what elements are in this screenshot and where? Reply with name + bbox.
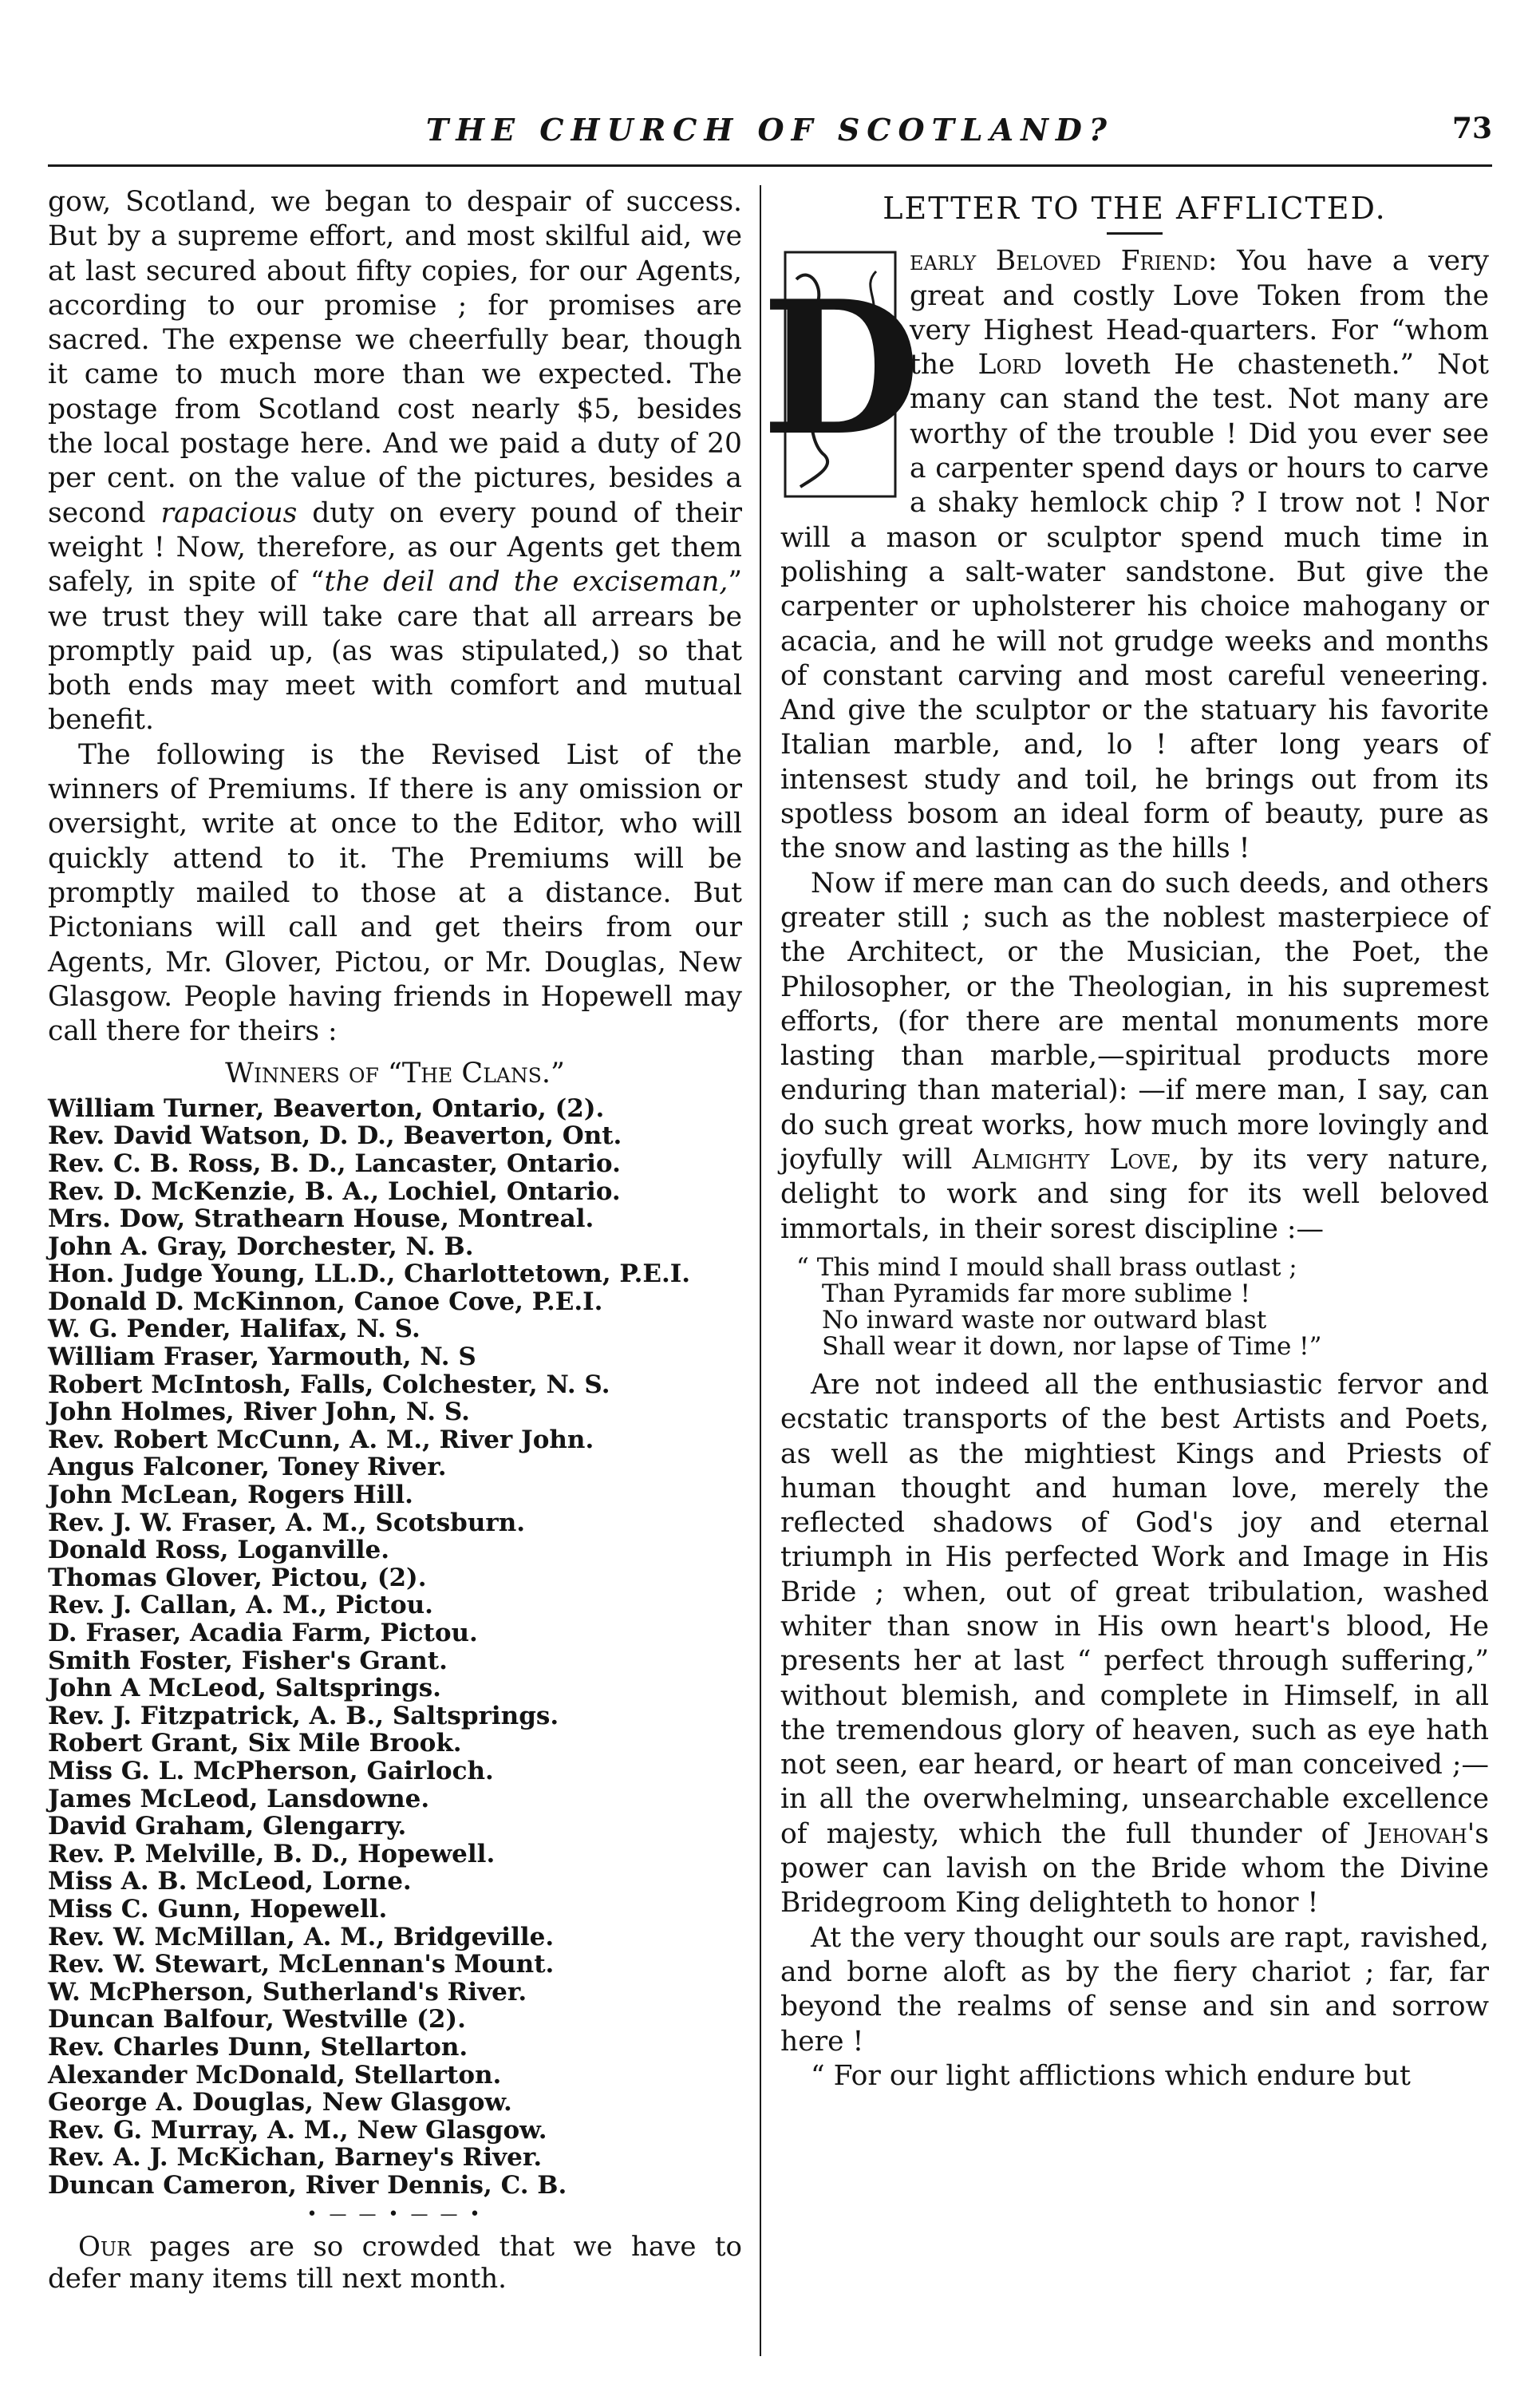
verse-line-3: No inward waste nor outward blast [822,1305,1267,1334]
salutation: early Beloved Friend [910,245,1208,278]
list-item: Duncan Balfour, Westville (2). [48,2005,466,2034]
title-rule [1107,232,1163,235]
list-item: W. G. Pender, Halifax, N. S. [48,1315,421,1344]
list-item: Rev. Charles Dunn, Stellarton. [48,2032,468,2062]
page-header [48,112,1492,156]
letter-paragraph-5: “ For our light afflictions which endure but [811,2059,1411,2092]
almighty-love-smallcaps: Almighty Love [972,1144,1171,1176]
lord-smallcaps: Lord [977,349,1042,382]
list-item: Robert Grant, Six Mile Brook. [48,1729,462,1758]
left-paragraph-premiums: The following is the Revised List of the winners of Premiums. If there is any omission or oversight, write at once to the Editor, who will quickly attend to it. The Premiums will be promptly mailed to those at a distance. But Pictonians will call and get theirs from our Agents, Mr. Glover, Pictou, or Mr. Douglas, New Glasgow. People having friends in Hopewell may call there for theirs : [48,738,742,1048]
italic-rapacious: rapacious [160,496,298,529]
list-item: John McLean, Rogers Hill. [48,1481,413,1510]
list-item: John A McLeod, Saltsprings. [48,1674,441,1703]
list-item: Angus Falconer, Toney River. [48,1453,447,1482]
list-item: Rev. J. Fitzpatrick, A. B., Saltsprings. [48,1701,559,1730]
list-item: Rev. C. B. Ross, B. D., Lancaster, Ontario. [48,1149,621,1178]
list-item: Hon. Judge Young, LL.D., Charlottetown, P.E.I. [48,1259,691,1289]
running-title: THE CHURCH OF SCOTLAND? [425,112,1115,148]
letter-paragraph-3: Are not indeed all the enthusiastic fervor and ecstatic transports of the best Artists and Poets, as well as the mightiest Kings and Priests of human thought and human love, merely the reflected shadows of God's joy and eternal triumph in His perfected Work and Image in His Bride ; when, out of great tribulation, washed whiter than snow in His own heart's blood, He presents her at last “ perfect through suffering,” without blemish, and complete in Himself, in all the tremendous glory of heaven, such as eye hath not seen, ear heard, or heart of man conceived ;—in all the overwhelming, unsearchable excellence of majesty, which the full thunder of Jehovah's power can lavish on the Bride whom the Divine Bridegroom King delighteth to honor ! [780,1368,1489,1920]
list-item: Rev. P. Melville, B. D., Hopewell. [48,1839,496,1868]
list-item: John Holmes, River John, N. S. [48,1398,470,1427]
list-item: Mrs. Dow, Strathearn House, Montreal. [48,1204,594,1234]
list-item: Robert McIntosh, Falls, Colchester, N. S. [48,1370,610,1399]
winners-heading: Winners of “The Clans.” [225,1058,565,1090]
letter-paragraph-4: At the very thought our souls are rapt, ravished, and borne aloft as by the fiery chariot ; far, far beyond the realms of sense and sin and sorrow here ! [780,1921,1489,2058]
list-item: Donald D. McKinnon, Canoe Cove, P.E.I. [48,1287,603,1316]
winners-list [48,1095,742,2200]
list-item: W. McPherson, Sutherland's River. [48,1977,527,2007]
article-title: LETTER TO THE AFFLICTED. [883,191,1387,226]
left-paragraph-continued: gow, Scotland, we began to despair of success. But by a supreme effort, and most skilful aid, we at last secured about fifty copies, for our Agents, according to our promise ; for promises are sacred. The expense we cheerfully bear, though it came to much more than we expected. The postage from Scotland cost nearly $5, besides the local postage here. And we paid a duty of 20 per cent. on the value of the pictures, besides a second rapacious duty on every pound of their weight ! Now, therefore, as our Agents get them safely, in spite of “the deil and the exciseman,” we trust they will take care that all arrears be promptly paid up, (as was stipulated,) so that both ends may meet with comfort and mutual benefit. [48,186,743,737]
list-item: Rev. Robert McCunn, A. M., River John. [48,1425,594,1454]
section-ornament: • — — • — — • [306,2204,484,2225]
list-item: Duncan Cameron, River Dennis, C. B. [48,2170,567,2200]
list-item: Rev. J. Callan, A. M., Pictou. [48,1591,433,1620]
list-item: Rev. D. McKenzie, B. A., Lochiel, Ontario. [48,1176,621,1206]
list-item: Smith Foster, Fisher's Grant. [48,1646,448,1675]
header-rule [48,164,1492,167]
dropcap-flourish-icon [761,247,921,501]
list-item: Rev. W. McMillan, A. M., Bridgeville. [48,1922,555,1951]
verse-line-4: Shall wear it down, nor lapse of Time !” [822,1331,1322,1361]
list-item: Rev. J. W. Fraser, A. M., Scotsburn. [48,1508,526,1537]
column-divider [760,185,761,2356]
list-item: Miss A. B. McLeod, Lorne. [48,1867,412,1896]
list-item: Rev. David Watson, D. D., Beaverton, Ont. [48,1121,622,1151]
list-item: Donald Ross, Loganville. [48,1536,389,1565]
list-item: Rev. W. Stewart, McLennan's Mount. [48,1950,555,1979]
ornamental-dropcap-d [761,247,921,501]
list-item: Rev. G. Murray, A. M., New Glasgow. [48,2115,547,2145]
page-number: 73 [1451,112,1492,145]
list-item: William Fraser, Yarmouth, N. S [48,1342,476,1372]
editor-footnote: Our pages are so crowded that we have to defer many items till next month. [48,2231,743,2295]
quoted-verse [796,1252,1489,1361]
italic-deil-exciseman: the deil and the exciseman, [324,566,729,599]
list-item: Alexander McDonald, Stellarton. [48,2060,502,2090]
dropcap-letter: D [761,261,921,477]
right-column [761,185,1490,2094]
list-item: D. Fraser, Acadia Farm, Pictou. [48,1619,478,1647]
list-item: John A. Gray, Dorchester, N. B. [48,1232,474,1261]
jehovah-smallcaps: Jehovah [1367,1817,1467,1850]
verse-line-2: Than Pyramids far more sublime ! [822,1279,1250,1308]
list-item: Thomas Glover, Pictou, (2). [48,1563,427,1592]
left-column [48,185,742,2295]
letter-opening-paragraph: D early Beloved Friend: You have a very great and costly Love Token from the very Highest Head-quarters. For “whom the Lord loveth He chasteneth.” Not many can stand the test. Not many are worthy of the trouble ! Did you ever see a carpenter spend days or hours to carve a shaky hemlock chip ? I trow not ! Nor will a mason or sculptor spend much time in polishing a salt-water sandstone. But give the carpenter or upholsterer his choice mahogany or acacia, and he will not grudge weeks and months of constant carving and most careful veneering. And give the sculptor or the statuary his favorite Italian marble, and, lo ! after long years of intensest study and toil, he brings out from its spotless bosom an ideal form of beauty, pure as the snow and lasting as the hills ! [761,245,1490,865]
list-item: David Graham, Glengarry. [48,1812,407,1841]
list-item: Miss G. L. McPherson, Gairloch. [48,1756,494,1785]
list-item: Miss C. Gunn, Hopewell. [48,1894,388,1924]
list-item: William Turner, Beaverton, Ontario, (2). [48,1093,605,1123]
letter-paragraph-2: Now if mere man can do such deeds, and others greater still ; such as the noblest masterpiece of the Architect, or the Musician, the Poet, the Philosopher, or the Theologian, in his supremest efforts, (for there are mental monuments more lasting than marble,—spiritual products more enduring than material): —if mere man, I say, can do such great works, how much more lovingly and joyfully will Almighty Love, by its very nature, delight to work and sing for its well beloved immortals, in their sorest discipline :— [780,867,1489,1245]
verse-line-1: “ This mind I mould shall brass outlast ; [796,1252,1297,1282]
list-item: George A. Douglas, New Glasgow. [48,2088,512,2117]
list-item: Rev. A. J. McKichan, Barney's River. [48,2143,543,2173]
list-item: James McLeod, Lansdowne. [48,1784,430,1813]
